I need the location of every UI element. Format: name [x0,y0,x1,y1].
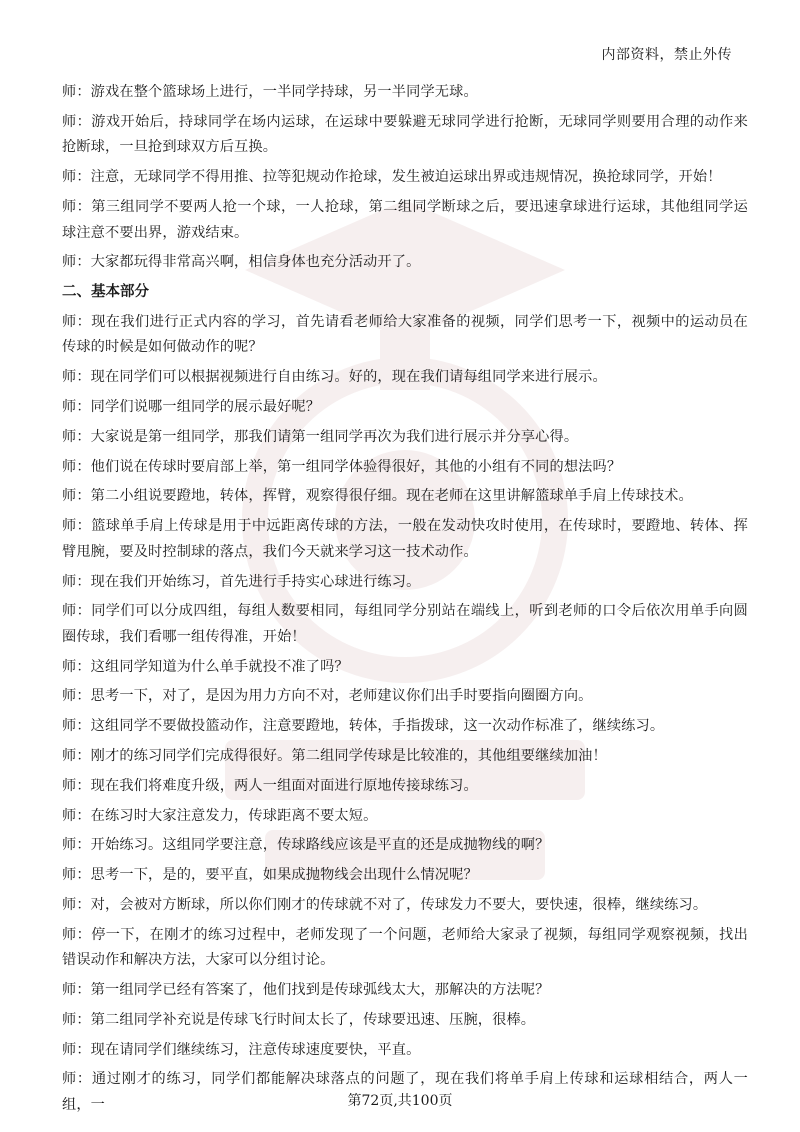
paragraph: 师：大家都玩得非常高兴啊，相信身体也充分活动开了。 [62,254,421,271]
paragraph: 师：第一组同学已经有答案了，他们找到是传球弧线太大，那解决的方法呢？ [62,982,550,999]
paragraph: 师：现在我们开始练习，首先进行手持实心球进行练习。 [62,573,421,590]
paragraph: 师：在练习时大家注意发力，传球距离不要太短。 [62,807,378,824]
paragraph: 师：这组同学知道为什么单手就投不准了吗？ [62,658,349,675]
paragraph: 师：思考一下，是的，要平直，如果成抛物线会出现什么情况呢？ [62,867,478,884]
paragraph: 师：这组同学不要做投篮动作，注意要蹬地，转体，手指拨球，这一次动作标准了，继续练习。 [62,718,665,735]
section-heading: 二、基本部分 [62,284,149,301]
paragraph: 师：同学们可以分成四组，每组人数要相同，每组同学分别站在端线上，听到老师的口令后依次用单手向圆圈传球，我们看哪一组传得准，开始！ [62,603,748,645]
paragraph: 师：现在我们进行正式内容的学习，首先请看老师给大家准备的视频，同学们思考一下，视频中的运动员在传球的时候是如何做动作的呢？ [62,313,748,356]
paragraph: 师：第二组同学补充说是传球飞行时间太长了，传球要迅速、压腕，很棒。 [62,1011,536,1028]
paragraph: 师：第二小组说要蹬地，转体，挥臂，观察得很仔细。现在老师在这里讲解篮球单手肩上传球技术。 [62,488,693,505]
paragraph: 师：刚才的练习同学们完成得很好。第二组同学传球是比较准的，其他组要继续加油！ [62,748,607,765]
paragraph: 师：游戏开始后，持球同学在场内运球，在运球中要躲避无球同学进行抢断，无球同学则要用合理的动作来抢断球，一旦抢到球双方后互换。 [62,113,748,156]
document-body [62,80,748,1123]
paragraph: 师：同学们说哪一组同学的展示最好呢？ [62,399,321,416]
confidential-note: 内部资料，禁止外传 [601,47,732,63]
paragraph: 师：现在我们将难度升级，两人一组面对面进行原地传接球练习。 [62,777,478,794]
paragraph: 师：现在同学们可以根据视频进行自由练习。好的，现在我们请每组同学来进行展示。 [62,369,607,386]
paragraph: 师：思考一下，对了，是因为用力方向不对，老师建议你们出手时要指向圈圈方向。 [62,688,593,705]
paragraph: 师：现在请同学们继续练习，注意传球速度要快，平直。 [62,1041,421,1058]
page-number: 第72页,共100页 [347,1093,453,1109]
paragraph: 师：对，会被对方断球，所以你们刚才的传球就不对了，传球发力不要大，要快速，很棒，继续练习。 [62,896,708,913]
paragraph: 师：开始练习。这组同学要注意，传球路线应该是平直的还是成抛物线的啊？ [62,837,550,854]
paragraph: 师：第三组同学不要两人抢一个球，一人抢球，第二组同学断球之后，要迅速拿球进行运球，其他组同学运球注意不要出界，游戏结束。 [62,198,748,241]
paragraph: 师：篮球单手肩上传球是用于中远距离传球的方法，一般在发动快攻时使用，在传球时，要蹬地、转体、挥臂甩腕，要及时控制球的落点，我们今天就来学习这一技术动作。 [62,518,748,560]
paragraph: 师：大家说是第一组同学，那我们请第一组同学再次为我们进行展示并分享心得。 [62,428,579,445]
paragraph: 师：停一下，在刚才的练习过程中，老师发现了一个问题，老师给大家录了视频，每组同学观察视频，找出错误动作和解决方法，大家可以分组讨论。 [62,926,748,969]
paragraph: 师：通过刚才的练习，同学们都能解决球落点的问题了，现在我们将单手肩上传球和运球相结合，两人一组，一 [62,1071,748,1114]
paragraph: 师：注意，无球同学不得用推、拉等犯规动作抢球，发生被迫运球出界或违规情况，换抢球同学，开始！ [62,169,722,186]
paragraph: 师：他们说在传球时要肩部上举，第一组同学体验得很好，其他的小组有不同的想法吗？ [62,458,622,475]
paragraph: 师：游戏在整个篮球场上进行，一半同学持球，另一半同学无球。 [62,84,478,100]
